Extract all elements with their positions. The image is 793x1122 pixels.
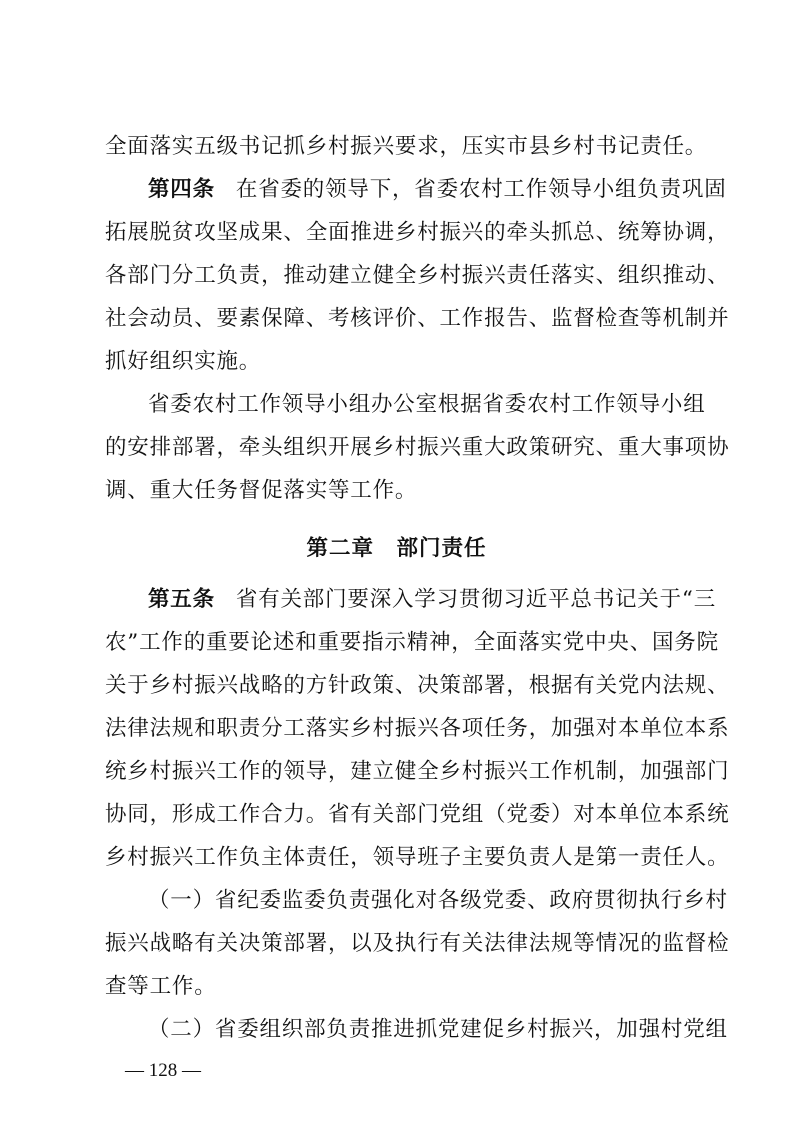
chapter-heading: 第二章 部门责任	[306, 536, 487, 561]
text-line: （一）省纪委监委负责强化对各级党委、政府贯彻执行乡村	[148, 888, 728, 913]
text-line: 统乡村振兴工作的领导，建立健全乡村振兴工作机制，加强部门	[105, 759, 730, 784]
text-line: 抓好组织实施。	[105, 349, 262, 374]
text-line: 调、重大任务督促落实等工作。	[105, 478, 418, 503]
text-line: （二）省委组织部负责推进抓党建促乡村振兴，加强村党组	[148, 1017, 728, 1042]
text-line: 法律法规和职责分工落实乡村振兴各项任务，加强对本单位本系	[105, 716, 730, 741]
page-number: — 128 —	[125, 1060, 201, 1081]
text-line: 振兴战略有关决策部署，以及执行有关法律法规等情况的监督检	[105, 931, 730, 956]
article-line	[148, 176, 727, 204]
text-line: 查等工作。	[105, 974, 217, 999]
text-line: 关于乡村振兴战略的方针政策、决策部署，根据有关党内法规、	[105, 673, 730, 698]
text-line: 乡村振兴工作负主体责任，领导班子主要负责人是第一责任人。	[105, 845, 730, 870]
article-line	[148, 586, 716, 614]
text-line: 的安排部署，牵头组织开展乡村振兴重大政策研究、重大事项协	[105, 435, 730, 460]
text-line: 省委农村工作领导小组办公室根据省委农村工作领导小组	[148, 392, 706, 417]
text-line: 社会动员、要素保障、考核评价、工作报告、监督检查等机制并	[105, 306, 730, 331]
article-heading: 第五条	[148, 587, 215, 612]
text-line: 各部门分工负责，推动建立健全乡村振兴责任落实、组织推动、	[105, 263, 730, 288]
text-line: 拓展脱贫攻坚成果、全面推进乡村振兴的牵头抓总、统筹协调，	[105, 220, 730, 245]
article-text: 在省委的领导下，省委农村工作领导小组负责巩固	[235, 177, 727, 202]
article-text: 省有关部门要深入学习贯彻习近平总书记关于“三	[235, 587, 716, 612]
text-line: 农”工作的重要论述和重要指示精神，全面落实党中央、国务院	[105, 630, 719, 655]
text-line: 协同，形成工作合力。省有关部门党组（党委）对本单位本系统	[105, 802, 730, 827]
text-line: 全面落实五级书记抓乡村振兴要求，压实市县乡村书记责任。	[105, 134, 708, 159]
article-heading: 第四条	[148, 177, 215, 202]
